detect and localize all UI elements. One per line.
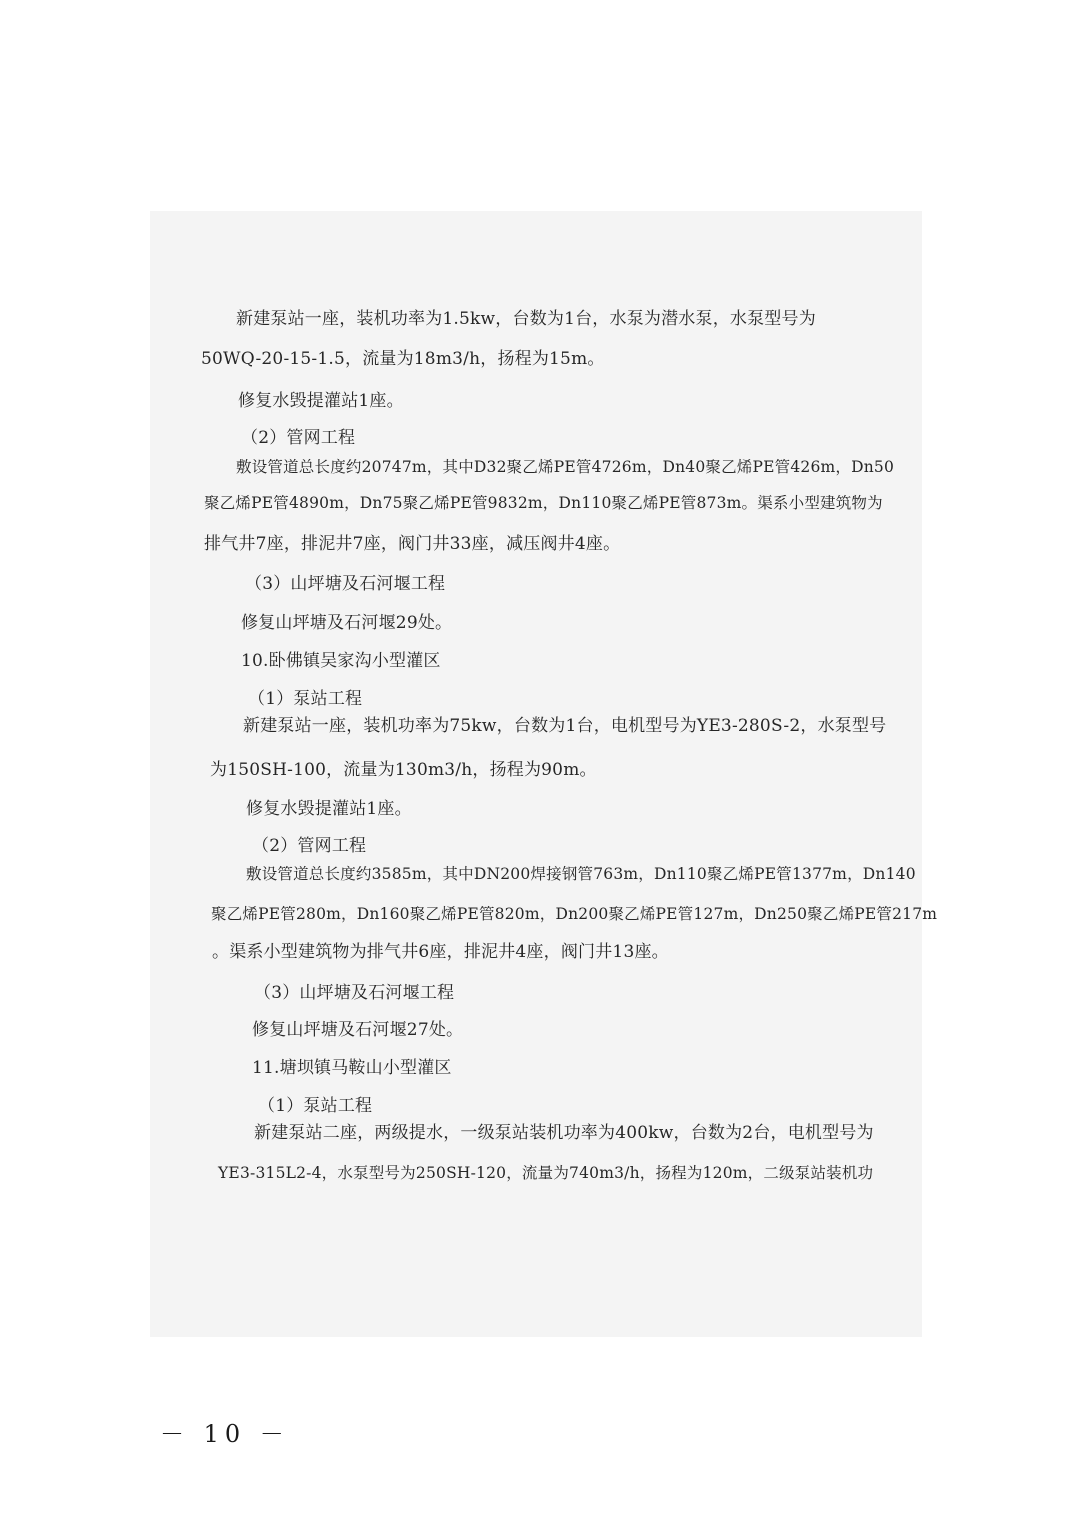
text-line: 修复山坪塘及石河堰27处。 bbox=[252, 1020, 464, 1040]
text-line: 50WQ-20-15-1.5，流量为18m3/h，扬程为15m。 bbox=[201, 349, 605, 369]
page-number: － 10 － bbox=[160, 1420, 290, 1448]
section-heading: （2）管网工程 bbox=[252, 836, 367, 856]
text-line: 修复山坪塘及石河堰29处。 bbox=[241, 613, 453, 633]
section-heading: （2）管网工程 bbox=[241, 428, 356, 448]
section-heading: 11.塘坝镇马鞍山小型灌区 bbox=[252, 1058, 452, 1078]
text-line: 。渠系小型建筑物为排气井6座，排泥井4座，阀门井13座。 bbox=[212, 942, 669, 962]
text-line: 新建泵站一座，装机功率为75kw，台数为1台，电机型号为YE3-280S-2，水泵型号 bbox=[243, 716, 887, 736]
text-line: 敷设管道总长度约3585m，其中DN200焊接钢管763m，Dn110聚乙烯PE管1377m，Dn140 bbox=[246, 865, 916, 883]
section-heading: （1）泵站工程 bbox=[248, 689, 363, 709]
text-line: 敷设管道总长度约20747m，其中D32聚乙烯PE管4726m，Dn40聚乙烯PE管426m，Dn50 bbox=[236, 458, 895, 476]
text-line: 聚乙烯PE管280m，Dn160聚乙烯PE管820m，Dn200聚乙烯PE管127m，Dn250聚乙烯PE管217m bbox=[211, 905, 938, 923]
section-heading: （3）山坪塘及石河堰工程 bbox=[254, 983, 455, 1003]
text-line: YE3-315L2-4，水泵型号为250SH-120，流量为740m3/h，扬程为120m，二级泵站装机功 bbox=[218, 1164, 874, 1182]
text-line: 修复水毁提灌站1座。 bbox=[238, 391, 404, 411]
text-line: 新建泵站一座，装机功率为1.5kw，台数为1台，水泵为潜水泵，水泵型号为 bbox=[236, 309, 816, 329]
text-line: 为150SH-100，流量为130m3/h，扬程为90m。 bbox=[210, 760, 597, 780]
section-heading: （1）泵站工程 bbox=[258, 1096, 373, 1116]
text-line: 聚乙烯PE管4890m，Dn75聚乙烯PE管9832m，Dn110聚乙烯PE管873m。渠系小型建筑物为 bbox=[204, 494, 883, 512]
section-heading: （3）山坪塘及石河堰工程 bbox=[245, 574, 446, 594]
text-line: 排气井7座，排泥井7座，阀门井33座，减压阀井4座。 bbox=[204, 534, 621, 554]
text-line: 新建泵站二座，两级提水，一级泵站装机功率为400kw，台数为2台，电机型号为 bbox=[254, 1123, 874, 1143]
section-heading: 10.卧佛镇吴家沟小型灌区 bbox=[241, 651, 441, 671]
text-line: 修复水毁提灌站1座。 bbox=[246, 799, 412, 819]
